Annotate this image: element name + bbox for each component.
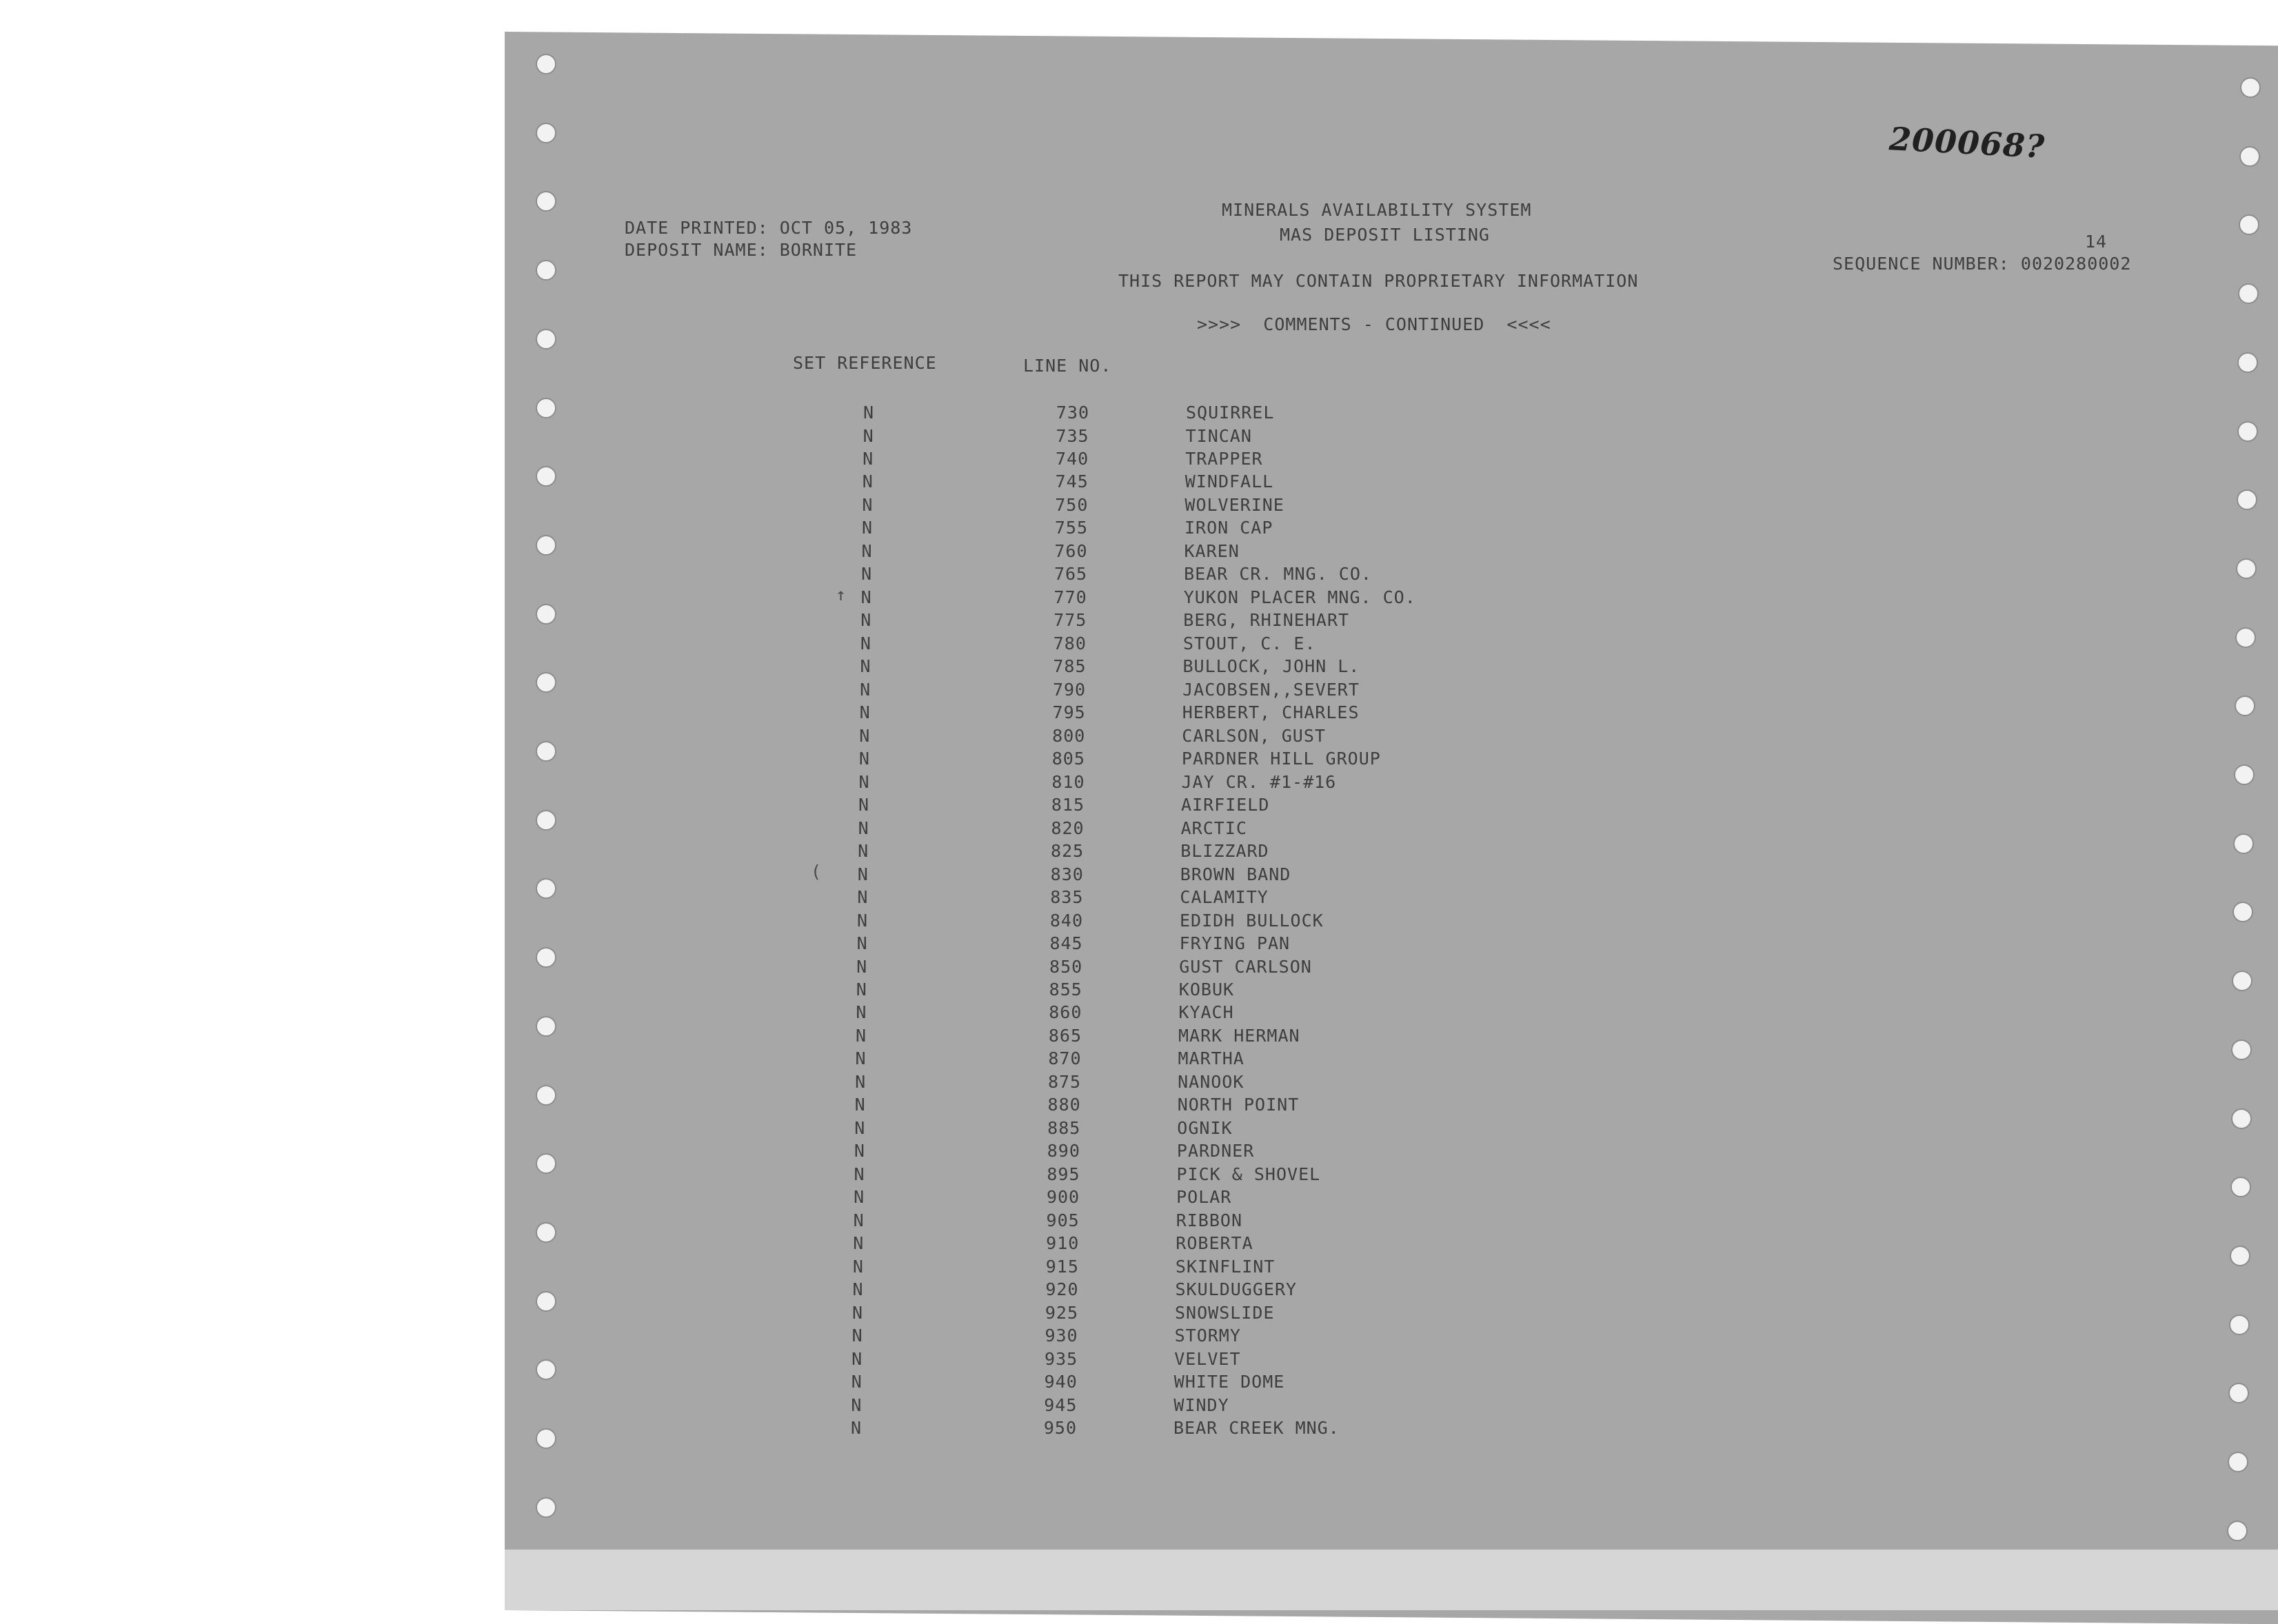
line-number-cell: 950 bbox=[1043, 1418, 1077, 1438]
line-number-cell: 805 bbox=[1051, 749, 1085, 769]
line-number-cell: 845 bbox=[1049, 933, 1083, 953]
right-feed-hole bbox=[2231, 1039, 2252, 1060]
right-feed-hole bbox=[2239, 146, 2260, 167]
right-feed-hole bbox=[2234, 764, 2255, 785]
comment-text-cell: SKULDUGGERY bbox=[1175, 1279, 1298, 1300]
left-feed-hole bbox=[536, 260, 556, 281]
comment-text-cell: OGNIK bbox=[1177, 1117, 1233, 1138]
comment-text-cell: JACOBSEN,,SEVERT bbox=[1182, 679, 1360, 700]
comment-text-cell: RIBBON bbox=[1176, 1210, 1242, 1230]
comment-text-cell: STORMY bbox=[1174, 1326, 1241, 1346]
comment-text-cell: KOBUK bbox=[1178, 979, 1235, 999]
set-reference-cell: N bbox=[858, 795, 870, 815]
line-number-cell: 940 bbox=[1044, 1372, 1078, 1392]
set-reference-cell: N bbox=[860, 656, 871, 677]
comment-text-cell: KYACH bbox=[1178, 1002, 1234, 1023]
set-reference-cell: N bbox=[862, 494, 874, 515]
line-number-cell: 820 bbox=[1051, 818, 1085, 838]
set-reference-cell: N bbox=[858, 841, 869, 862]
left-feed-hole bbox=[536, 1291, 556, 1312]
line-number-cell: 810 bbox=[1051, 771, 1085, 792]
line-number-cell: 875 bbox=[1047, 1071, 1082, 1092]
line-number-cell: 935 bbox=[1045, 1348, 1078, 1369]
set-reference-cell: N bbox=[851, 1348, 863, 1369]
set-reference-cell: N bbox=[852, 1256, 864, 1277]
set-reference-cell: N bbox=[851, 1394, 863, 1415]
comment-text-cell: AIRFIELD bbox=[1181, 795, 1270, 815]
comment-text-cell: FRYING PAN bbox=[1179, 933, 1291, 953]
right-feed-hole bbox=[2228, 1452, 2248, 1472]
left-feed-hole bbox=[536, 604, 556, 625]
date-printed-value: OCT 05, 1983 bbox=[779, 218, 913, 238]
comment-text-cell: PARDNER HILL GROUP bbox=[1181, 749, 1381, 769]
set-reference-cell: N bbox=[850, 1418, 863, 1438]
left-feed-hole bbox=[536, 1085, 556, 1106]
right-feed-hole bbox=[2229, 1315, 2250, 1335]
right-feed-hole bbox=[2233, 833, 2254, 854]
sequence-number-label: SEQUENCE NUMBER: bbox=[1833, 254, 2010, 274]
set-reference-cell: N bbox=[863, 449, 874, 469]
left-feed-hole bbox=[536, 466, 556, 487]
right-feed-hole bbox=[2228, 1383, 2249, 1403]
line-number-cell: 765 bbox=[1054, 564, 1088, 585]
set-reference-cell: N bbox=[856, 1002, 867, 1023]
column-header-set-reference: SET REFERENCE bbox=[793, 353, 937, 373]
comment-text-cell: VELVET bbox=[1174, 1348, 1241, 1369]
set-reference-cell: N bbox=[857, 864, 869, 884]
set-reference-cell: N bbox=[855, 1071, 867, 1092]
stamp-number: 200068? bbox=[1888, 120, 2046, 165]
left-feed-hole bbox=[536, 947, 556, 968]
line-number-cell: 770 bbox=[1054, 587, 1087, 607]
comment-text-cell: BEAR CR. MNG. CO. bbox=[1184, 564, 1372, 585]
line-number-cell: 850 bbox=[1049, 956, 1083, 977]
line-number-cell: 740 bbox=[1056, 449, 1089, 469]
comment-text-cell: BLIZZARD bbox=[1180, 841, 1269, 862]
comment-text-cell: MARK HERMAN bbox=[1178, 1025, 1300, 1046]
left-feed-hole bbox=[536, 1016, 556, 1037]
set-reference-cell: N bbox=[854, 1141, 865, 1161]
set-reference-cell: N bbox=[854, 1164, 865, 1184]
deposit-name-label: DEPOSIT NAME: bbox=[625, 240, 769, 260]
set-reference-cell: N bbox=[853, 1210, 865, 1230]
line-number-cell: 915 bbox=[1045, 1256, 1079, 1277]
left-feed-hole bbox=[536, 810, 556, 831]
sequence-number-value: 0020280002 bbox=[2020, 254, 2132, 274]
set-reference-cell: N bbox=[854, 1095, 866, 1115]
set-reference-cell: N bbox=[861, 540, 873, 561]
column-header-line-no: LINE NO. bbox=[1023, 356, 1112, 376]
comment-text-cell: SQUIRREL bbox=[1186, 403, 1275, 423]
line-number-cell: 920 bbox=[1045, 1279, 1079, 1300]
comment-text-cell: STOUT, C. E. bbox=[1182, 633, 1316, 653]
left-feed-hole bbox=[536, 329, 556, 349]
line-number-cell: 830 bbox=[1050, 864, 1084, 884]
right-feed-hole bbox=[2237, 489, 2257, 510]
line-number-cell: 870 bbox=[1048, 1048, 1082, 1069]
right-feed-hole bbox=[2237, 421, 2258, 442]
set-reference-cell: N bbox=[856, 910, 869, 931]
set-reference-cell: N bbox=[861, 564, 873, 585]
section-title: >>>> COMMENTS - CONTINUED <<<< bbox=[1197, 314, 1551, 334]
right-feed-hole bbox=[2235, 696, 2255, 716]
comment-text-cell: NANOOK bbox=[1178, 1071, 1244, 1092]
date-printed-label: DATE PRINTED: bbox=[625, 218, 769, 238]
comment-text-cell: ROBERTA bbox=[1176, 1233, 1253, 1254]
line-number-cell: 755 bbox=[1054, 518, 1088, 538]
comment-text-cell: WOLVERINE bbox=[1185, 494, 1284, 515]
set-reference-cell: N bbox=[856, 956, 868, 977]
line-number-cell: 925 bbox=[1045, 1302, 1078, 1323]
set-reference-cell: N bbox=[853, 1233, 865, 1254]
line-number-cell: 910 bbox=[1046, 1233, 1080, 1254]
line-number-cell: 840 bbox=[1049, 910, 1083, 931]
margin-arrow-mark: ↑ bbox=[836, 585, 847, 605]
set-reference-cell: N bbox=[859, 702, 871, 723]
right-feed-hole bbox=[2231, 1108, 2252, 1129]
right-feed-hole bbox=[2230, 1177, 2251, 1197]
line-number-cell: 890 bbox=[1047, 1141, 1080, 1161]
line-number-cell: 775 bbox=[1054, 610, 1087, 631]
right-feed-hole bbox=[2237, 352, 2258, 373]
comment-text-cell: TINCAN bbox=[1185, 425, 1252, 446]
left-feed-hole bbox=[536, 1153, 556, 1174]
comment-text-cell: NORTH POINT bbox=[1177, 1095, 1300, 1115]
deposit-name-value: BORNITE bbox=[779, 240, 858, 260]
sequence-number bbox=[1833, 254, 2131, 274]
set-reference-cell: N bbox=[855, 1048, 867, 1069]
comment-text-cell: YUKON PLACER MNG. CO. bbox=[1183, 587, 1416, 607]
line-number-cell: 780 bbox=[1053, 633, 1087, 653]
line-number-cell: 900 bbox=[1046, 1187, 1080, 1208]
set-reference-cell: N bbox=[858, 749, 870, 769]
line-number-cell: 930 bbox=[1045, 1326, 1078, 1346]
comment-text-cell: BROWN BAND bbox=[1180, 864, 1291, 884]
line-number-cell: 730 bbox=[1056, 403, 1089, 423]
date-printed bbox=[625, 218, 912, 238]
comment-text-cell: IRON CAP bbox=[1185, 518, 1273, 538]
comment-text-cell: BERG, RHINEHART bbox=[1183, 610, 1350, 631]
set-reference-cell: N bbox=[860, 679, 871, 700]
set-reference-cell: N bbox=[851, 1302, 864, 1323]
line-number-cell: 785 bbox=[1053, 656, 1087, 677]
margin-paren-mark: ( bbox=[811, 862, 822, 882]
report-title: MAS DEPOSIT LISTING bbox=[1280, 225, 1490, 245]
set-reference-cell: N bbox=[855, 1025, 867, 1046]
left-feed-hole bbox=[536, 54, 556, 74]
line-number-cell: 750 bbox=[1055, 494, 1089, 515]
page-number: 14 bbox=[2085, 232, 2108, 252]
line-number-cell: 905 bbox=[1046, 1210, 1080, 1230]
deposit-name bbox=[625, 240, 857, 260]
left-feed-hole bbox=[536, 1222, 556, 1243]
left-feed-hole bbox=[536, 535, 556, 556]
line-number-cell: 815 bbox=[1051, 795, 1085, 815]
comment-text-cell: PICK & SHOVEL bbox=[1176, 1164, 1321, 1184]
line-number-cell: 790 bbox=[1052, 679, 1087, 700]
comment-text-cell: POLAR bbox=[1176, 1187, 1232, 1208]
set-reference-cell: N bbox=[854, 1187, 865, 1208]
left-feed-hole bbox=[536, 398, 556, 418]
comment-text-cell: WINDFALL bbox=[1185, 471, 1274, 492]
set-reference-cell: N bbox=[860, 610, 872, 631]
comment-text-cell: GUST CARLSON bbox=[1179, 956, 1312, 977]
comment-text-cell: MARTHA bbox=[1178, 1048, 1244, 1069]
left-feed-hole bbox=[536, 1497, 556, 1518]
left-feed-hole bbox=[536, 741, 556, 762]
proprietary-notice: THIS REPORT MAY CONTAIN PROPRIETARY INFORMATION bbox=[1118, 271, 1639, 291]
left-feed-hole bbox=[536, 123, 556, 143]
set-reference-cell: N bbox=[851, 1372, 863, 1392]
line-number-cell: 800 bbox=[1052, 725, 1086, 746]
comment-text-cell: PARDNER bbox=[1176, 1141, 1255, 1161]
comment-text-cell: HERBERT, CHARLES bbox=[1182, 702, 1360, 723]
line-number-cell: 860 bbox=[1049, 1002, 1082, 1023]
set-reference-cell: N bbox=[851, 1326, 863, 1346]
set-reference-cell: N bbox=[858, 771, 870, 792]
left-feed-hole bbox=[536, 1428, 556, 1449]
comment-text-cell: KAREN bbox=[1184, 540, 1240, 561]
line-number-cell: 745 bbox=[1055, 471, 1089, 492]
line-number-cell: 945 bbox=[1044, 1394, 1078, 1415]
set-reference-cell: N bbox=[854, 1117, 866, 1138]
set-reference-cell: N bbox=[862, 471, 874, 492]
set-reference-cell: N bbox=[858, 818, 869, 838]
line-number-cell: 895 bbox=[1047, 1164, 1080, 1184]
line-number-cell: 855 bbox=[1049, 979, 1082, 999]
right-feed-hole bbox=[2227, 1521, 2248, 1541]
set-reference-cell: N bbox=[859, 725, 871, 746]
sheet-bottom-strip bbox=[505, 1550, 2278, 1610]
set-reference-cell: N bbox=[856, 933, 868, 953]
right-feed-hole bbox=[2240, 77, 2261, 98]
line-number-cell: 835 bbox=[1050, 887, 1084, 907]
comment-text-cell: SNOWSLIDE bbox=[1175, 1302, 1275, 1323]
comment-text-cell: BULLOCK, JOHN L. bbox=[1182, 656, 1360, 677]
comment-text-cell: WINDY bbox=[1173, 1394, 1229, 1415]
line-number-cell: 760 bbox=[1054, 540, 1088, 561]
set-reference-cell: N bbox=[861, 518, 874, 538]
set-reference-cell: N bbox=[863, 425, 874, 446]
comment-text-cell: SKINFLINT bbox=[1175, 1256, 1276, 1277]
set-reference-cell: N bbox=[863, 403, 875, 423]
comment-text-cell: BEAR CREEK MNG. bbox=[1173, 1418, 1340, 1438]
set-reference-cell: N bbox=[857, 887, 869, 907]
system-title: MINERALS AVAILABILITY SYSTEM bbox=[1222, 200, 1532, 220]
line-number-cell: 825 bbox=[1051, 841, 1085, 862]
comment-text-cell: TRAPPER bbox=[1185, 449, 1263, 469]
set-reference-cell: N bbox=[856, 979, 867, 999]
set-reference-cell: N bbox=[860, 633, 871, 653]
comment-text-cell: JAY CR. #1-#16 bbox=[1181, 771, 1337, 792]
set-reference-cell: N bbox=[852, 1279, 864, 1300]
line-number-cell: 795 bbox=[1052, 702, 1086, 723]
comment-text-cell: CARLSON, GUST bbox=[1182, 725, 1326, 746]
right-feed-hole bbox=[2235, 627, 2256, 648]
line-number-cell: 865 bbox=[1048, 1025, 1082, 1046]
line-number-cell: 735 bbox=[1056, 425, 1089, 446]
right-feed-hole bbox=[2230, 1246, 2250, 1266]
line-number-cell: 880 bbox=[1047, 1095, 1081, 1115]
right-feed-hole bbox=[2236, 558, 2257, 579]
comment-text-cell: WHITE DOME bbox=[1173, 1372, 1285, 1392]
set-reference-cell: N bbox=[860, 587, 872, 607]
comment-text-cell: CALAMITY bbox=[1180, 887, 1269, 907]
line-number-cell: 885 bbox=[1047, 1117, 1081, 1138]
comment-text-cell: EDIDH BULLOCK bbox=[1180, 910, 1324, 931]
comment-text-cell: ARCTIC bbox=[1180, 818, 1247, 838]
